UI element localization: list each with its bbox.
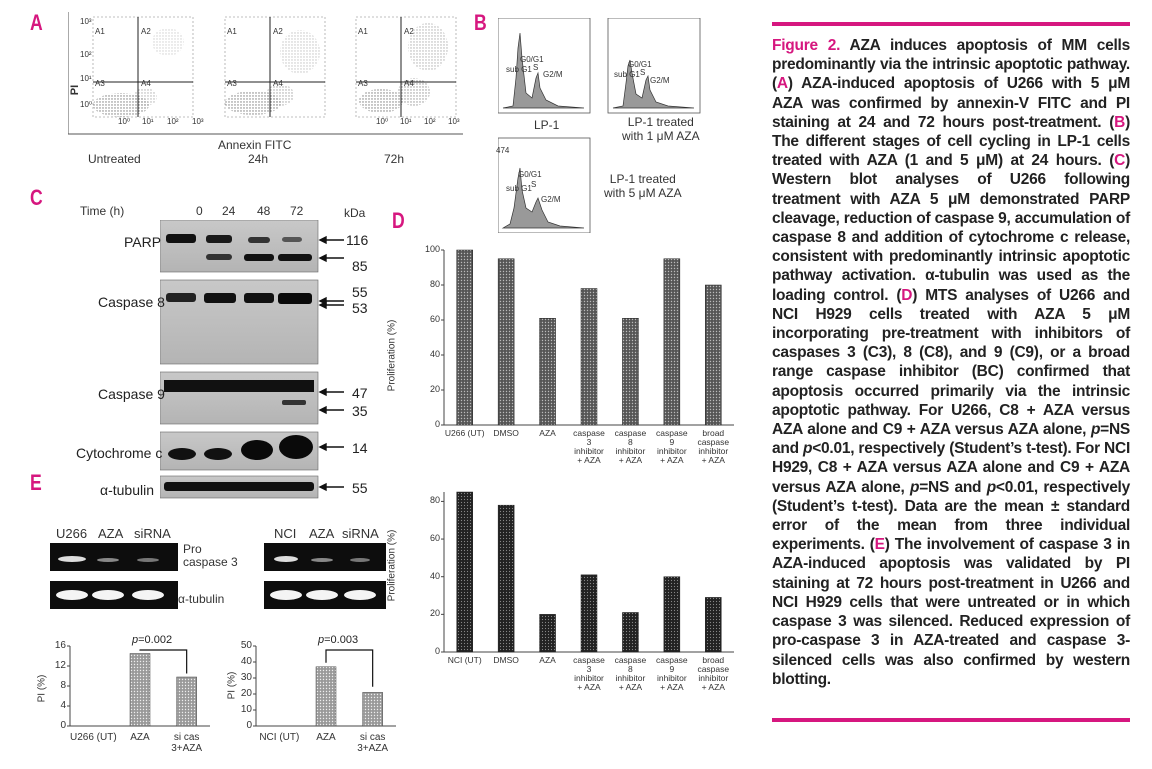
quad-a2-1: A2	[141, 27, 151, 36]
phase-s-2: S	[640, 68, 646, 77]
e-ytick-label: 8	[60, 680, 66, 691]
flow-x-axis-label: Annexin FITC	[218, 138, 292, 152]
kda-label: kDa	[344, 206, 366, 220]
kda-casp9-35: 35	[352, 403, 368, 419]
phase-g2m-3: G2/M	[541, 195, 561, 204]
d-bar	[540, 318, 556, 425]
time-24: 24	[222, 204, 236, 218]
e-bar	[363, 692, 383, 726]
condition-24h: 24h	[248, 152, 269, 166]
quad-a3-1: A3	[95, 79, 105, 88]
panel-d-label: D	[392, 208, 405, 233]
time-72: 72	[290, 204, 304, 218]
d-bar	[498, 505, 514, 652]
e-category-label: si cas 3+AZA	[357, 732, 389, 754]
quad-a1-3: A1	[358, 27, 368, 36]
kda-parp-116: 116	[346, 232, 369, 248]
kda-cytc-14: 14	[352, 440, 368, 456]
d-bar	[581, 575, 597, 652]
blot-parp	[160, 220, 318, 272]
kda-parp-85: 85	[352, 258, 368, 274]
d-ytick-label: 80	[429, 279, 440, 289]
flow-ytick: 10³	[80, 17, 92, 26]
figure-caption	[772, 22, 1130, 722]
e-tubulin-label: α-tubulin	[178, 592, 225, 606]
d-ytick-label: 40	[429, 570, 440, 581]
d-ytick-label: 0	[434, 646, 440, 656]
e-ytick-label: 0	[246, 720, 252, 731]
d-bar	[705, 597, 721, 652]
e-category-label: AZA	[130, 732, 150, 743]
blot-caspase-8	[160, 280, 318, 364]
d-ytick-label: 100	[424, 244, 440, 254]
d-category-label: DMSO	[493, 655, 519, 665]
e-ytick-label: 40	[240, 656, 252, 667]
phase-g2m-2: G2/M	[650, 76, 670, 85]
flow-xtick: 10²	[424, 117, 436, 126]
e-lane-u266: U266	[56, 526, 88, 541]
flow-y-axis-label: PI	[69, 84, 82, 96]
histogram-caption-lp1: LP-1	[534, 118, 560, 132]
histogram-ytick: 474	[496, 146, 510, 155]
d-bar	[664, 577, 680, 652]
e-bar	[316, 667, 336, 726]
histogram-lp1-1um	[608, 18, 700, 113]
quad-a2-2: A2	[273, 27, 283, 36]
e-ytick-label: 0	[60, 720, 66, 731]
d-category-label: caspase 8 inhibitor + AZA	[614, 428, 647, 465]
caption-text: Figure 2. AZA induces apoptosis of MM cells predominantly via the intrinsic apoptotic pathway. (A) AZA-induced apoptosis of U266 with 5 μM AZA was confirmed by annexin-V FITC and PI staining at 24 and 72 hours post-treatment. (B) The different stages of cell cycling in LP-1 cells treated with AZA (1 and 5 μM) at 24 hours. (C) Western blot analyses of U266 following treatment with AZA 5 μM demonstrated PARP cleavage, reduction of caspase 9, accumulation of caspase 8 and addition of cytochrome c release, consistent with predominantly intrinsic apoptotic pathway activation. α-tubulin was used as the loading control. (D) MTS analyses of U266 and NCI H929 cells treated with AZA 5 μM incorporating pre-treatment with inhibitors of caspases 3 (C3), 8 (C8), and 9 (C9), or a broad range caspase inhibitor (BC) confirmed that apoptosis occurred primarily via the intrinsic apoptotic pathway. For U266, C8 + AZA versus AZA alone and C9 + AZA versus AZA alone, p=NS and p<0.01, respectively (Student’s t-test). For NCI H929, C8 + AZA versus AZA alone and C9 + AZA versus AZA alone, p=NS and p<0.01, respectively (Student’s t-test). Data are the mean ± standard error of the mean from three individual experiments. (E) The involvement of caspase 3 in AZA-induced apoptosis was validated by PI staining at 72 hours post-treatment in U266 and NCI H929 cells that were untreated or in which caspase 3 was silenced. Reduced expression of pro-caspase 3 in AZA-treated and caspase 3-silenced cells was also confirmed by western blotting.	[772, 37, 1130, 688]
e-category-label: U266 (UT)	[69, 732, 117, 743]
d-ytick-label: 20	[429, 608, 440, 619]
panel-e-label: E	[30, 470, 42, 495]
blot-label-parp: PARP	[124, 234, 162, 250]
caption-fig-number: Figure 2.	[772, 37, 841, 54]
e-bar	[177, 677, 197, 726]
d-category-label: broad caspase inhibitor + AZA	[697, 428, 730, 465]
e-ytick-label: 30	[240, 672, 252, 683]
quad-a3-2: A3	[227, 79, 237, 88]
d-bar	[622, 318, 638, 425]
phase-g0g1-3: G0/G1	[518, 170, 542, 179]
quad-a1-1: A1	[95, 27, 105, 36]
quad-a2-3: A2	[404, 27, 414, 36]
flow-xtick: 10²	[167, 117, 179, 126]
panel-c-label: C	[30, 185, 43, 210]
d-bar	[664, 259, 680, 425]
blot-label-caspase-9: Caspase 9	[98, 386, 165, 402]
quad-a4-2: A4	[273, 79, 283, 88]
flow-xtick: 10³	[448, 117, 460, 126]
e-lane-aza-1: AZA	[98, 526, 124, 541]
d-category-label: AZA	[539, 655, 556, 665]
time-48: 48	[257, 204, 271, 218]
d-category-label: caspase 9 inhibitor + AZA	[656, 428, 688, 465]
phase-sub-2: sub G1	[614, 70, 640, 79]
d-ytick-label: 0	[434, 419, 440, 429]
e-left-ylabel: PI (%)	[36, 674, 48, 703]
d-bar	[622, 612, 638, 652]
d-bar	[581, 289, 597, 426]
e-lane-sirna-2: siRNA	[342, 526, 379, 541]
d-category-label: AZA	[539, 428, 556, 438]
blot-label-cytochrome-c: Cytochrome c	[76, 445, 163, 461]
flow-xtick: 10⁰	[376, 117, 389, 126]
flow-xtick: 10³	[192, 117, 204, 126]
flow-ytick: 10⁰	[80, 100, 93, 109]
quad-a1-2: A1	[227, 27, 237, 36]
condition-untreated: Untreated	[88, 152, 141, 166]
blot-caspase-9	[160, 372, 318, 424]
e-category-label: si cas 3+AZA	[171, 732, 203, 754]
d-bar	[498, 259, 514, 425]
e-ytick-label: 20	[240, 688, 252, 699]
d-bar	[540, 614, 556, 652]
d-ytick-label: 40	[429, 349, 440, 359]
e-lane-aza-2: AZA	[309, 526, 335, 541]
phase-g2m-1: G2/M	[543, 70, 563, 79]
kda-arrows	[318, 230, 348, 495]
blot-label-caspase-8: Caspase 8	[98, 294, 165, 310]
d-bar	[457, 492, 473, 652]
e-pvalue-label: p=0.003	[318, 634, 359, 646]
kda-casp8-53: 53	[352, 300, 368, 316]
e-category-label: AZA	[316, 732, 336, 743]
phase-g0g1-1: G0/G1	[520, 55, 544, 64]
flow-xtick: 10¹	[142, 117, 154, 126]
d-ytick-label: 20	[429, 384, 440, 394]
d-category-label: caspase 8 inhibitor + AZA	[614, 655, 647, 692]
d-bottom-ylabel: Proliferation (%)	[386, 529, 398, 602]
time-0: 0	[196, 204, 203, 218]
panel-b-label: B	[474, 10, 487, 35]
e-ytick-label: 16	[54, 640, 66, 651]
d-category-label: NCI (UT)	[447, 655, 482, 665]
d-top-ylabel: Proliferation (%)	[386, 319, 398, 392]
e-ytick-label: 4	[60, 700, 66, 711]
e-left-chart	[67, 646, 210, 726]
phase-s-3: S	[531, 180, 537, 189]
e-ytick-label: 12	[54, 660, 66, 671]
d-category-label: broad caspase inhibitor + AZA	[697, 655, 730, 692]
d-bottom-chart	[441, 492, 734, 652]
d-category-label: caspase 9 inhibitor + AZA	[656, 655, 688, 692]
quad-a4-3: A4	[404, 79, 414, 88]
d-bar	[457, 250, 473, 425]
e-right-chart	[253, 646, 396, 726]
e-right-ylabel: PI (%)	[226, 671, 238, 700]
time-label: Time (h)	[80, 204, 125, 218]
flow-ytick: 10²	[80, 50, 92, 59]
flow-xtick: 10⁰	[118, 117, 131, 126]
kda-casp8-55: 55	[352, 284, 368, 300]
quad-a4-1: A4	[141, 79, 151, 88]
quad-a3-3: A3	[358, 79, 368, 88]
phase-s-1: S	[533, 63, 539, 72]
condition-72h: 72h	[384, 152, 405, 166]
d-ytick-label: 60	[429, 533, 440, 544]
e-lane-sirna-1: siRNA	[134, 526, 171, 541]
e-bar	[130, 654, 150, 727]
e-category-label: NCI (UT)	[259, 732, 300, 743]
d-bar	[705, 285, 721, 425]
e-ytick-label: 50	[240, 640, 252, 651]
e-pvalue-label: p=0.002	[132, 634, 173, 646]
panel-a-label: A	[30, 10, 43, 35]
phase-sub-1: sub G1	[506, 65, 532, 74]
d-category-label: DMSO	[493, 428, 519, 438]
pro-caspase3-label: Pro caspase 3	[183, 542, 238, 569]
flow-ytick: 10¹	[80, 74, 92, 83]
d-top-chart	[441, 250, 734, 425]
e-ytick-label: 10	[240, 704, 252, 715]
phase-sub-3: sub G1	[506, 184, 532, 193]
flow-xtick: 10¹	[400, 117, 412, 126]
d-category-label: caspase 3 inhibitor + AZA	[573, 428, 605, 465]
d-category-label: caspase 3 inhibitor + AZA	[573, 655, 605, 692]
kda-tubulin-55: 55	[352, 480, 368, 496]
d-ytick-label: 80	[429, 495, 440, 506]
histogram-caption-1um: LP-1 treated with 1 μM AZA	[622, 115, 700, 143]
kda-casp9-47: 47	[352, 385, 368, 401]
blot-cytochrome-c	[160, 432, 318, 470]
histogram-caption-5um: LP-1 treated with 5 μM AZA	[604, 172, 682, 200]
d-category-label: U266 (UT)	[444, 428, 485, 438]
phase-g0g1-2: G0/G1	[628, 60, 652, 69]
blot-alpha-tubulin	[160, 476, 318, 498]
blot-label-tubulin: α-tubulin	[100, 482, 155, 498]
e-lane-nci: NCI	[274, 526, 297, 541]
d-ytick-label: 60	[429, 314, 440, 324]
